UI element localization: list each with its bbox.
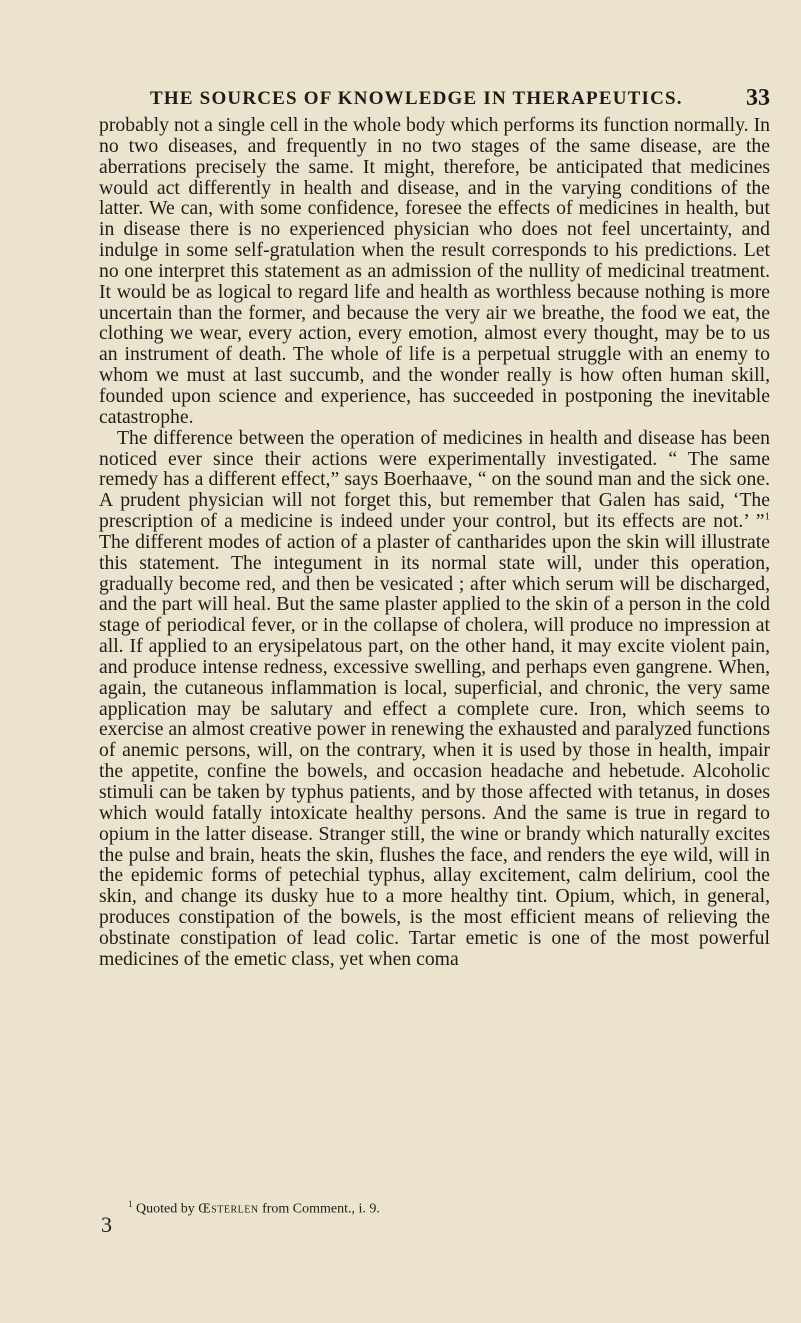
- footnote-author: Œsterlen: [198, 1201, 259, 1217]
- signature-mark: 3: [101, 1212, 112, 1237]
- body-text: [99, 115, 770, 970]
- footnote-text-a: Quoted by: [136, 1201, 199, 1217]
- footnote-reference: 1: [764, 510, 770, 523]
- paragraph-2: [99, 428, 770, 970]
- running-title: THE SOURCES OF KNOWLEDGE IN THERAPEUTICS.: [150, 88, 683, 109]
- paragraph-1: probably not a single cell in the whole body which performs its function normally. In no two diseases, and frequently in no two stages of the same disease, are the aberrations precisely the same. It might, therefore, be anticipated that medicines would act differently in health and disease, and in the varying conditions of the latter. We can, with some confidence, foresee the effects of medicines in health, but in disease there is no experienced physician who does not feel uncertainty, and indulge in some self-gratulation when the result corresponds to his predictions. Let no one interpret this statement as an admission of the nullity of medicinal treatment. It would be as logical to regard life and health as worthless because nothing is more uncertain than the former, and because the very air we breathe, the food we eat, the clothing we wear, every action, every emotion, almost every thought, may be to us an instrument of death. The whole of life is a perpetual struggle with an enemy to whom we must at last succumb, and the wonder really is how often human skill, founded upon science and experience, has succeeded in postponing the inevitable catastrophe.: [99, 114, 770, 428]
- footnote: [128, 1199, 768, 1218]
- paragraph-2-text-b: The different modes of action of a plaster of cantharides upon the skin will illustrate this statement. The integument in its normal state will, under this operation, gradually become red, and then be vesicated ; after which serum will be discharged, and the part will heal. But the same plaster applied to the skin of a person in the cold stage of periodical fever, or in the collapse of cholera, will produce no impression at all. If applied to an erysipelatous part, on the other hand, it may excite violent pain, and produce intense redness, excessive swelling, and perhaps even gangrene. When, again, the cutaneous inflammation is local, superficial, and chronic, the very same application may be salutary and effect a complete cure. Iron, which seems to exercise an almost creative power in renewing the exhausted and paralyzed functions of anemic persons, will, on the contrary, when it is used by those in health, impair the appetite, confine the bowels, and occasion headache and hebetude. Alcoholic stimuli can be taken by typhus patients, and by those affected with tetanus, in doses which would fatally intoxicate healthy persons. And the same is true in regard to opium in the latter disease. Stranger still, the wine or brandy which naturally excites the pulse and brain, heats the skin, flushes the face, and renders the eye wild, will in the epidemic forms of petechial typhus, allay excitement, calm delirium, cool the skin, and change its dusky hue to a more healthy tint. Opium, which, in general, produces constipation of the bowels, is the most efficient means of relieving the obstinate constipation of lead colic. Tartar emetic is one of the most powerful medicines of the emetic class, yet when coma: [99, 530, 770, 970]
- running-header: [150, 86, 770, 116]
- page-number: 33: [746, 85, 770, 111]
- footnote-marker: 1: [128, 1199, 133, 1209]
- paragraph-2-text-a: The difference between the operation of medicines in health and disease has been noticed ever since their actions were experimentally investigated. “ The same remedy has a different effect,” says Boerhaave, “ on the sound man and the sick one. A prudent physician will not forget this, but remember that Galen has said, ‘The prescription of a medicine is indeed under your control, but its effects are not.’ ”: [99, 426, 770, 533]
- footnote-text-b: from Comment., i. 9.: [258, 1201, 380, 1217]
